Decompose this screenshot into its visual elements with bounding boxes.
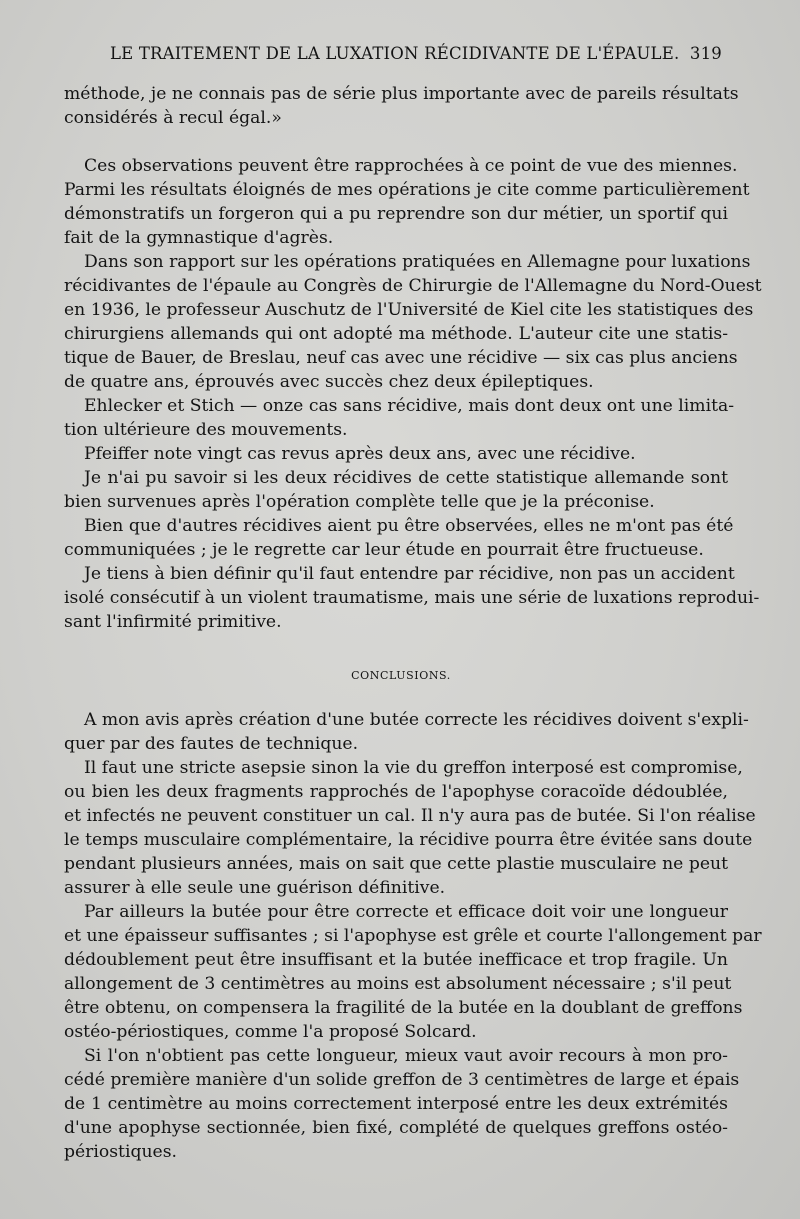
- page-body: [64, 82, 762, 1164]
- text-line: Ces observations peuvent être rapprochées à ce point de vue des miennes.: [84, 156, 738, 176]
- text-line: chirurgiens allemands qui ont adopté ma méthode. L'auteur cite une statis-: [64, 324, 728, 344]
- text-line: pendant plusieurs années, mais on sait que cette plastie musculaire ne peut: [64, 854, 728, 874]
- running-header: [110, 44, 722, 63]
- text-line: le temps musculaire complémentaire, la récidive pourra être évitée sans doute: [64, 830, 753, 850]
- text-line: bien survenues après l'opération complète telle que je la préconise.: [64, 492, 655, 512]
- text-line: d'une apophyse sectionnée, bien fixé, complété de quelques greffons ostéo-: [64, 1118, 728, 1138]
- paragraph: [64, 900, 762, 1044]
- paragraph: [64, 154, 750, 250]
- paragraph: [64, 442, 728, 466]
- text-line: Parmi les résultats éloignés de mes opérations je cite comme particulièrement: [64, 180, 750, 200]
- text-line: communiquées ; je le regrette car leur étude en pourrait être fructueuse.: [64, 540, 704, 560]
- paragraph: [64, 466, 728, 514]
- text-line: Pfeiffer note vingt cas revus après deux ans, avec une récidive.: [84, 444, 636, 464]
- text-line: Si l'on n'obtient pas cette longueur, mieux vaut avoir recours à mon pro-: [84, 1046, 728, 1066]
- text-line: considérés à recul égal.»: [64, 108, 282, 128]
- text-line: quer par des fautes de technique.: [64, 734, 359, 754]
- running-title: LE TRAITEMENT DE LA LUXATION RÉCIDIVANTE DE L'ÉPAULE.: [110, 44, 680, 63]
- text-line: Par ailleurs la butée pour être correcte et efficace doit voir une longueur: [84, 902, 728, 922]
- text-line: dédoublement peut être insuffisant et la butée inefficace et trop fragile. Un: [64, 950, 728, 970]
- text-line: fait de la gymnastique d'agrès.: [64, 228, 334, 248]
- text-line: en 1936, le professeur Auschutz de l'Université de Kiel cite les statistiques des: [64, 300, 754, 320]
- text-line: et infectés ne peuvent constituer un cal. Il n'y aura pas de butée. Si l'on réalise: [64, 806, 756, 826]
- paragraph: [64, 82, 739, 130]
- text-line: tion ultérieure des mouvements.: [64, 420, 348, 440]
- text-line: isolé consécutif à un violent traumatisme, mais une série de luxations reprodui-: [64, 588, 760, 608]
- text-line: Bien que d'autres récidives aient pu être observées, elles ne m'ont pas été: [84, 516, 734, 536]
- text-line: Dans son rapport sur les opérations pratiquées en Allemagne pour luxations: [84, 252, 751, 272]
- text-line: ou bien les deux fragments rapprochés de l'apophyse coracoïde dédoublée,: [64, 782, 728, 802]
- text-line: et une épaisseur suffisantes ; si l'apophyse est grêle et courte l'allongement par: [64, 926, 762, 946]
- text-line: allongement de 3 centimètres au moins est absolument nécessaire ; s'il peut: [64, 974, 732, 994]
- text-line: Ehlecker et Stich — onze cas sans récidive, mais dont deux ont une limita-: [84, 396, 735, 416]
- paragraph: [64, 708, 749, 756]
- paragraph: [64, 562, 760, 634]
- text-line: être obtenu, on compensera la fragilité de la butée en la doublant de greffons: [64, 998, 743, 1018]
- text-line: cédé première manière d'un solide greffon de 3 centimètres de large et épais: [64, 1070, 740, 1090]
- text-line: périostiques.: [64, 1142, 177, 1162]
- paragraph: [64, 1044, 740, 1164]
- paragraph: [64, 514, 734, 562]
- paragraph: [64, 250, 762, 394]
- text-line: A mon avis après création d'une butée correcte les récidives doivent s'expli-: [84, 710, 749, 730]
- text-line: ostéo-périostiques, comme l'a proposé Solcard.: [64, 1022, 477, 1042]
- paragraph: [64, 756, 756, 900]
- paragraph: [64, 394, 735, 442]
- text-line: démonstratifs un forgeron qui a pu reprendre son dur métier, un sportif qui: [64, 204, 728, 224]
- text-line: méthode, je ne connais pas de série plus importante avec de pareils résultats: [64, 84, 739, 104]
- section-heading: CONCLUSIONS.: [351, 669, 451, 682]
- text-line: Je tiens à bien définir qu'il faut entendre par récidive, non pas un accident: [84, 564, 735, 584]
- page-number: 319: [689, 44, 722, 63]
- text-line: de quatre ans, éprouvés avec succès chez deux épileptiques.: [64, 372, 594, 392]
- text-line: de 1 centimètre au moins correctement interposé entre les deux extrémités: [64, 1094, 728, 1114]
- text-line: assurer à elle seule une guérison définitive.: [64, 878, 446, 898]
- text-line: Il faut une stricte asepsie sinon la vie du greffon interposé est compromise,: [84, 758, 743, 778]
- text-line: récidivantes de l'épaule au Congrès de Chirurgie de l'Allemagne du Nord-Ouest: [64, 276, 762, 296]
- text-line: Je n'ai pu savoir si les deux récidives de cette statistique allemande sont: [84, 468, 728, 488]
- text-line: tique de Bauer, de Breslau, neuf cas avec une récidive — six cas plus anciens: [64, 348, 738, 368]
- text-line: sant l'infirmité primitive.: [64, 612, 282, 632]
